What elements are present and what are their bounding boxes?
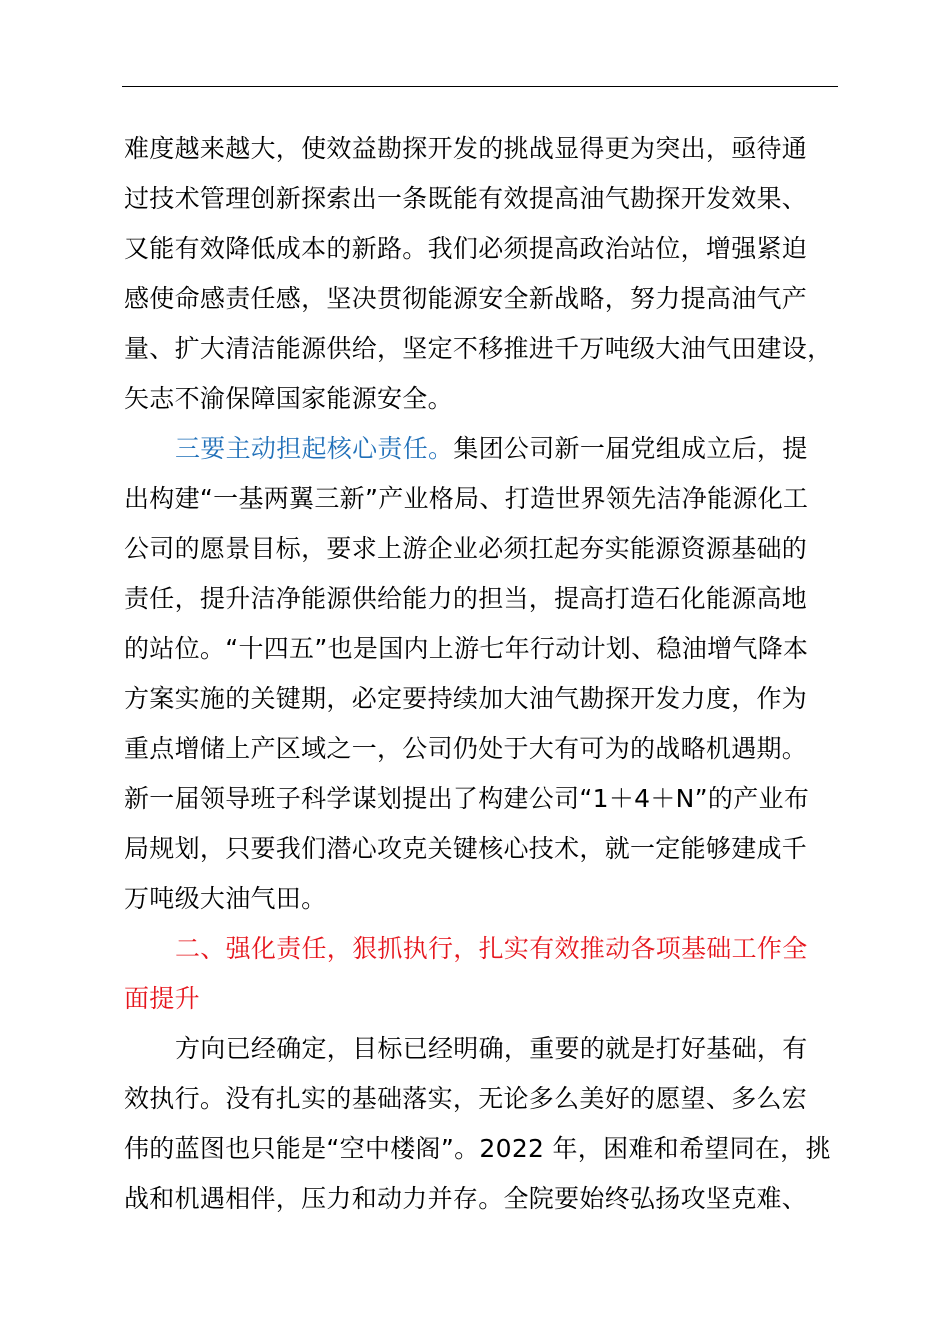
text-span: 集团公司新一届党组成立后，提: [453, 434, 808, 463]
text-line: 公司的愿景目标，要求上游企业必须扛起夯实能源资源基础的: [124, 534, 808, 563]
text-line: 万吨级大油气田。: [124, 884, 327, 913]
paragraph-3: [124, 1024, 840, 1224]
text-line: 伟的蓝图也只能是“空中楼阁”。2022 年，困难和希望同在，挑: [124, 1134, 831, 1163]
text-line: 过技术管理创新探索出一条既能有效提高油气勘探开发效果、: [124, 184, 808, 213]
text-line: 效执行。没有扎实的基础落实，无论多么美好的愿望、多么宏: [124, 1084, 808, 1113]
paragraph-1: [124, 124, 840, 424]
header-rule: [122, 86, 838, 87]
text-line: 责任，提升洁净能源供给能力的担当，提高打造石化能源高地: [124, 584, 808, 613]
heading-line: 面提升: [124, 984, 200, 1013]
text-line: 局规划，只要我们潜心攻克关键核心技术，就一定能够建成千: [124, 834, 808, 863]
text-line: 重点增储上产区域之一，公司仍处于大有可为的战略机遇期。: [124, 734, 808, 763]
text-line: 新一届领导班子科学谋划提出了构建公司“1＋4＋N”的产业布: [124, 784, 810, 813]
text-line: 方向已经确定，目标已经明确，重要的就是打好基础，有: [175, 1034, 808, 1063]
section-heading: [124, 924, 840, 1024]
text-line: 感使命感责任感，坚决贯彻能源安全新战略，努力提高油气产: [124, 284, 808, 313]
text-line: [124, 424, 840, 474]
subheading: 三要主动担起核心责任。: [175, 434, 454, 463]
paragraph-2: [124, 424, 840, 924]
text-line: 难度越来越大，使效益勘探开发的挑战显得更为突出，亟待通: [124, 134, 808, 163]
text-line: 矢志不渝保障国家能源安全。: [124, 384, 453, 413]
text-line: 又能有效降低成本的新路。我们必须提高政治站位，增强紧迫: [124, 234, 808, 263]
text-line: 出构建“一基两翼三新”产业格局、打造世界领先洁净能源化工: [124, 484, 809, 513]
text-line: 方案实施的关键期，必定要持续加大油气勘探开发力度，作为: [124, 684, 808, 713]
heading-line: 二、强化责任，狠抓执行，扎实有效推动各项基础工作全: [175, 934, 808, 963]
text-line: 战和机遇相伴，压力和动力并存。全院要始终弘扬攻坚克难、: [124, 1184, 808, 1213]
text-line: 的站位。“十四五”也是国内上游七年行动计划、稳油增气降本: [124, 634, 809, 663]
text-line: 量、扩大清洁能源供给，坚定不移推进千万吨级大油气田建设，: [124, 334, 833, 363]
document-body: [124, 124, 840, 1224]
